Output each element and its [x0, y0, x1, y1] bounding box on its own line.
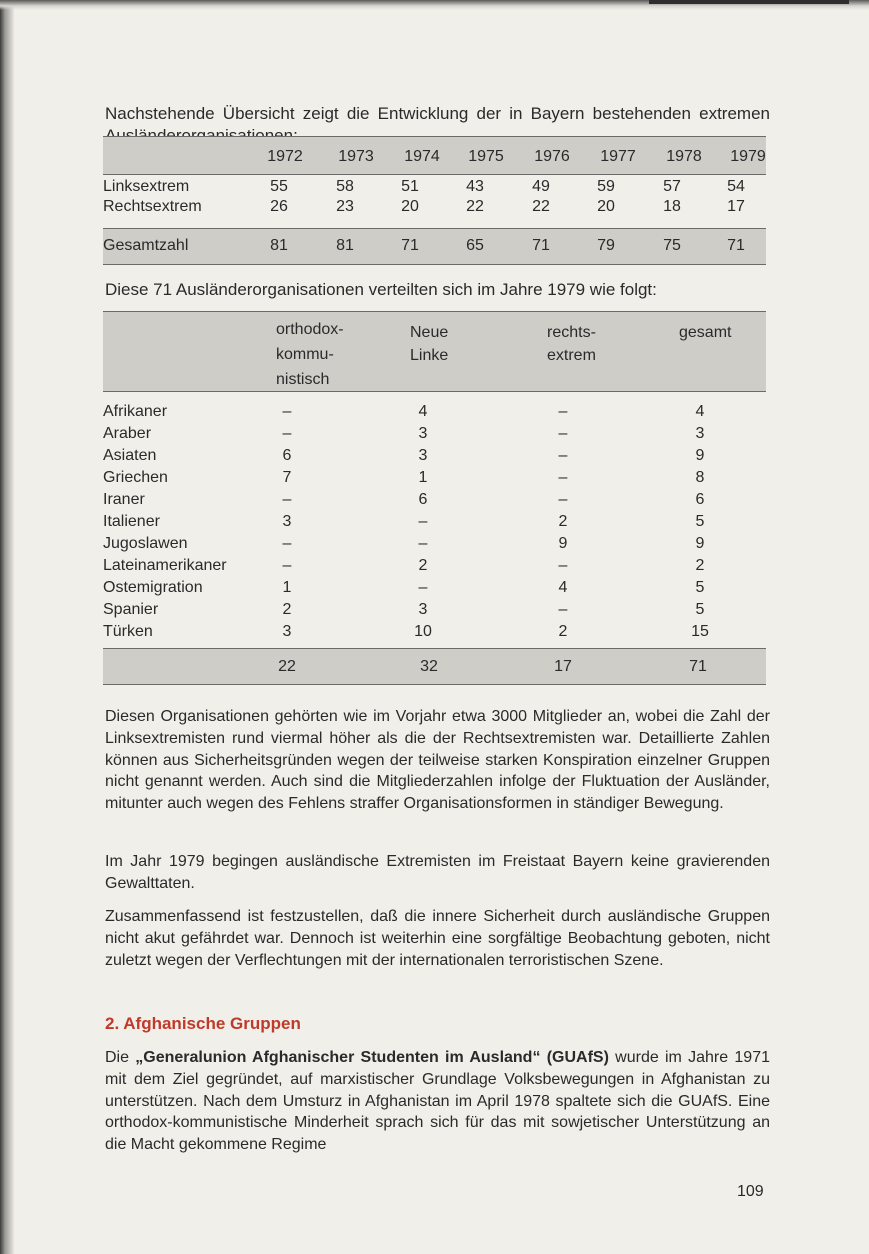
intro-text: Nachstehende Übersicht zeigt die Entwicklung der in Bayern bestehenden extremen [105, 104, 770, 123]
row-label: Türken [103, 623, 153, 640]
year-header: 1974 [404, 148, 440, 165]
row-label-linksextrem: Linksextrem [103, 178, 190, 195]
row-label: Araber [103, 425, 152, 442]
table-cell: 6 [418, 491, 428, 508]
table2-total-rule [103, 648, 766, 649]
table-organizations-by-nationality [103, 311, 766, 686]
table-cell: 3 [282, 623, 292, 640]
year-header: 1978 [666, 148, 702, 165]
table-cell: – [558, 403, 568, 420]
table1-top-rule [103, 136, 766, 137]
column-header-neue-linke: Linke [410, 347, 449, 364]
table-cell: 71 [532, 237, 550, 254]
table-cell: – [282, 491, 292, 508]
table-cell: – [558, 557, 568, 574]
table-cell: 4 [418, 403, 428, 420]
table1-total-rule [103, 228, 766, 229]
table-cell: 1 [418, 469, 428, 486]
row-label: Spanier [103, 601, 159, 618]
row-label: Ostemigration [103, 579, 203, 596]
paragraph-guafs [105, 1047, 770, 1156]
paragraph-members: Diesen Organisationen gehörten wie im Vorjahr etwa 3000 Mitglieder an, wobei die Zahl der Linksextremisten rund viermal höher als die der Rechtsextremisten war. Detaillierte Zahlen können aus Sicherheitsgründen wegen der teilweise starken Konspiration einzelner Gruppen nicht genannt werden. Auch sind die Mitgliederzahlen infolge der Fluktuation der Ausländer, mitunter auch wegen des Fehlens straffer Organisationsformen in ständiger Bewegung. [105, 708, 770, 813]
table-cell: 23 [336, 198, 354, 215]
paragraph-violence: Im Jahr 1979 begingen ausländische Extremisten im Freistaat Bayern keine gravierenden Gewalttaten. [105, 853, 770, 892]
table1-header-rule [103, 174, 766, 175]
row-label-rechtsextrem: Rechtsextrem [103, 198, 202, 215]
year-header: 1977 [600, 148, 636, 165]
year-header: 1979 [730, 148, 766, 165]
table-cell: 79 [597, 237, 615, 254]
table-cell: 43 [466, 178, 484, 195]
column-header-neue-linke: Neue [410, 324, 449, 341]
guafs-body: wurde im Jahre 1971 mit dem Ziel gegründet, auf marxistischer Grundlage Volksbewegungen in Afghanistan zu unterstützen. Nach dem Umsturz in Afghanistan im April 1978 spaltete sich die GUAfS. Eine orthodox-kommunistische Minderheit sprach sich für das mit sowjetischer Unterstützung an die Macht gekommene Regime [105, 1049, 771, 1154]
table1-bottom-rule [103, 264, 766, 265]
table-cell: 1 [282, 579, 292, 596]
table-cell: 20 [401, 198, 419, 215]
total-cell: 22 [278, 658, 296, 675]
table-cell: 17 [727, 198, 745, 215]
table-cell: 58 [336, 178, 354, 195]
total-cell: 32 [420, 658, 438, 675]
column-header-rechtsextrem: extrem [547, 347, 596, 364]
table-cell: 22 [532, 198, 550, 215]
year-header: 1975 [468, 148, 504, 165]
table-cell: 55 [270, 178, 288, 195]
table-cell: – [558, 425, 568, 442]
section-heading: 2. Afghanische Gruppen [105, 1014, 301, 1033]
table-cell: – [418, 579, 428, 596]
page-binding-shadow [0, 0, 14, 1254]
table-cell: 22 [466, 198, 484, 215]
total-cell: 71 [689, 658, 707, 675]
year-header: 1976 [534, 148, 570, 165]
table-cell: 49 [532, 178, 550, 195]
table-cell: 71 [727, 237, 745, 254]
table-cell: 9 [558, 535, 568, 552]
year-header: 1972 [267, 148, 303, 165]
table-cell: – [418, 535, 428, 552]
table-cell: – [282, 557, 292, 574]
column-header-rechtsextrem: rechts- [547, 324, 596, 341]
paragraph-summary: Zusammenfassend ist festzustellen, daß die innere Sicherheit durch ausländische Gruppen nicht akut gefährdet war. Dennoch ist weiterhin eine sorgfältige Beobachtung geboten, nicht zuletzt wegen der Verflechtungen mit der internationalen terroristischen Szene. [105, 908, 770, 969]
table-cell: 3 [695, 425, 705, 442]
table-cell: – [558, 469, 568, 486]
table-cell: 2 [695, 557, 705, 574]
table2-bottom-rule [103, 684, 766, 685]
table-cell: 57 [663, 178, 681, 195]
page-top-edge [649, 0, 849, 4]
table-cell: 5 [695, 601, 705, 618]
table-cell: 8 [695, 469, 705, 486]
table-cell: 59 [597, 178, 615, 195]
table-cell: 9 [695, 447, 705, 464]
column-header-gesamt: gesamt [679, 324, 732, 341]
table2-top-rule [103, 311, 766, 312]
row-label: Italiener [103, 513, 160, 530]
row-label: Afrikaner [103, 403, 168, 420]
row-label: Griechen [103, 469, 168, 486]
table-cell: 4 [558, 579, 568, 596]
table-cell: 9 [695, 535, 705, 552]
table-cell: 51 [401, 178, 419, 195]
table-cell: 2 [418, 557, 428, 574]
table-cell: – [558, 601, 568, 618]
guafs-organization-name: „Generalunion Afghanischer Studenten im Ausland“ (GUAfS) [135, 1049, 609, 1066]
table-cell: – [558, 447, 568, 464]
table-cell: 5 [695, 579, 705, 596]
row-label: Iraner [103, 491, 145, 508]
table-cell: 6 [695, 491, 705, 508]
column-header-orthodox: nistisch [276, 371, 330, 388]
table-cell: 3 [282, 513, 292, 530]
row-label-gesamtzahl: Gesamtzahl [103, 237, 189, 254]
table-cell: – [282, 535, 292, 552]
table-cell: 15 [691, 623, 709, 640]
column-header-orthodox: orthodox- [276, 321, 344, 338]
table-foreign-organizations-by-year [103, 136, 766, 266]
table-cell: 75 [663, 237, 681, 254]
table-cell: 81 [336, 237, 354, 254]
table-cell: 2 [558, 513, 568, 530]
table-cell: 20 [597, 198, 615, 215]
table-cell: 26 [270, 198, 288, 215]
table-cell: 3 [418, 601, 428, 618]
table-cell: 6 [282, 447, 292, 464]
table-cell: 71 [401, 237, 419, 254]
row-label: Asiaten [103, 447, 157, 464]
row-label: Lateinamerikaner [103, 557, 227, 574]
table-cell: 4 [695, 403, 705, 420]
table2-intro: Diese 71 Ausländerorganisationen verteilten sich im Jahre 1979 wie folgt: [105, 280, 657, 299]
total-cell: 17 [554, 658, 572, 675]
row-label: Jugoslawen [103, 535, 188, 552]
table-cell: 10 [414, 623, 432, 640]
guafs-lead: Die [105, 1049, 136, 1066]
table-cell: 5 [695, 513, 705, 530]
column-header-orthodox: kommu- [276, 346, 334, 363]
table-cell: – [558, 491, 568, 508]
table-cell: 81 [270, 237, 288, 254]
table-cell: 7 [282, 469, 292, 486]
table-cell: 3 [418, 425, 428, 442]
year-header: 1973 [338, 148, 374, 165]
table-cell: – [282, 425, 292, 442]
table-cell: 3 [418, 447, 428, 464]
table-cell: – [282, 403, 292, 420]
table-cell: 54 [727, 178, 745, 195]
table-cell: 2 [282, 601, 292, 618]
table-cell: – [418, 513, 428, 530]
table-cell: 18 [663, 198, 681, 215]
table2-header-rule [103, 391, 766, 392]
page-number: 109 [737, 1183, 764, 1200]
table-cell: 65 [466, 237, 484, 254]
table-cell: 2 [558, 623, 568, 640]
